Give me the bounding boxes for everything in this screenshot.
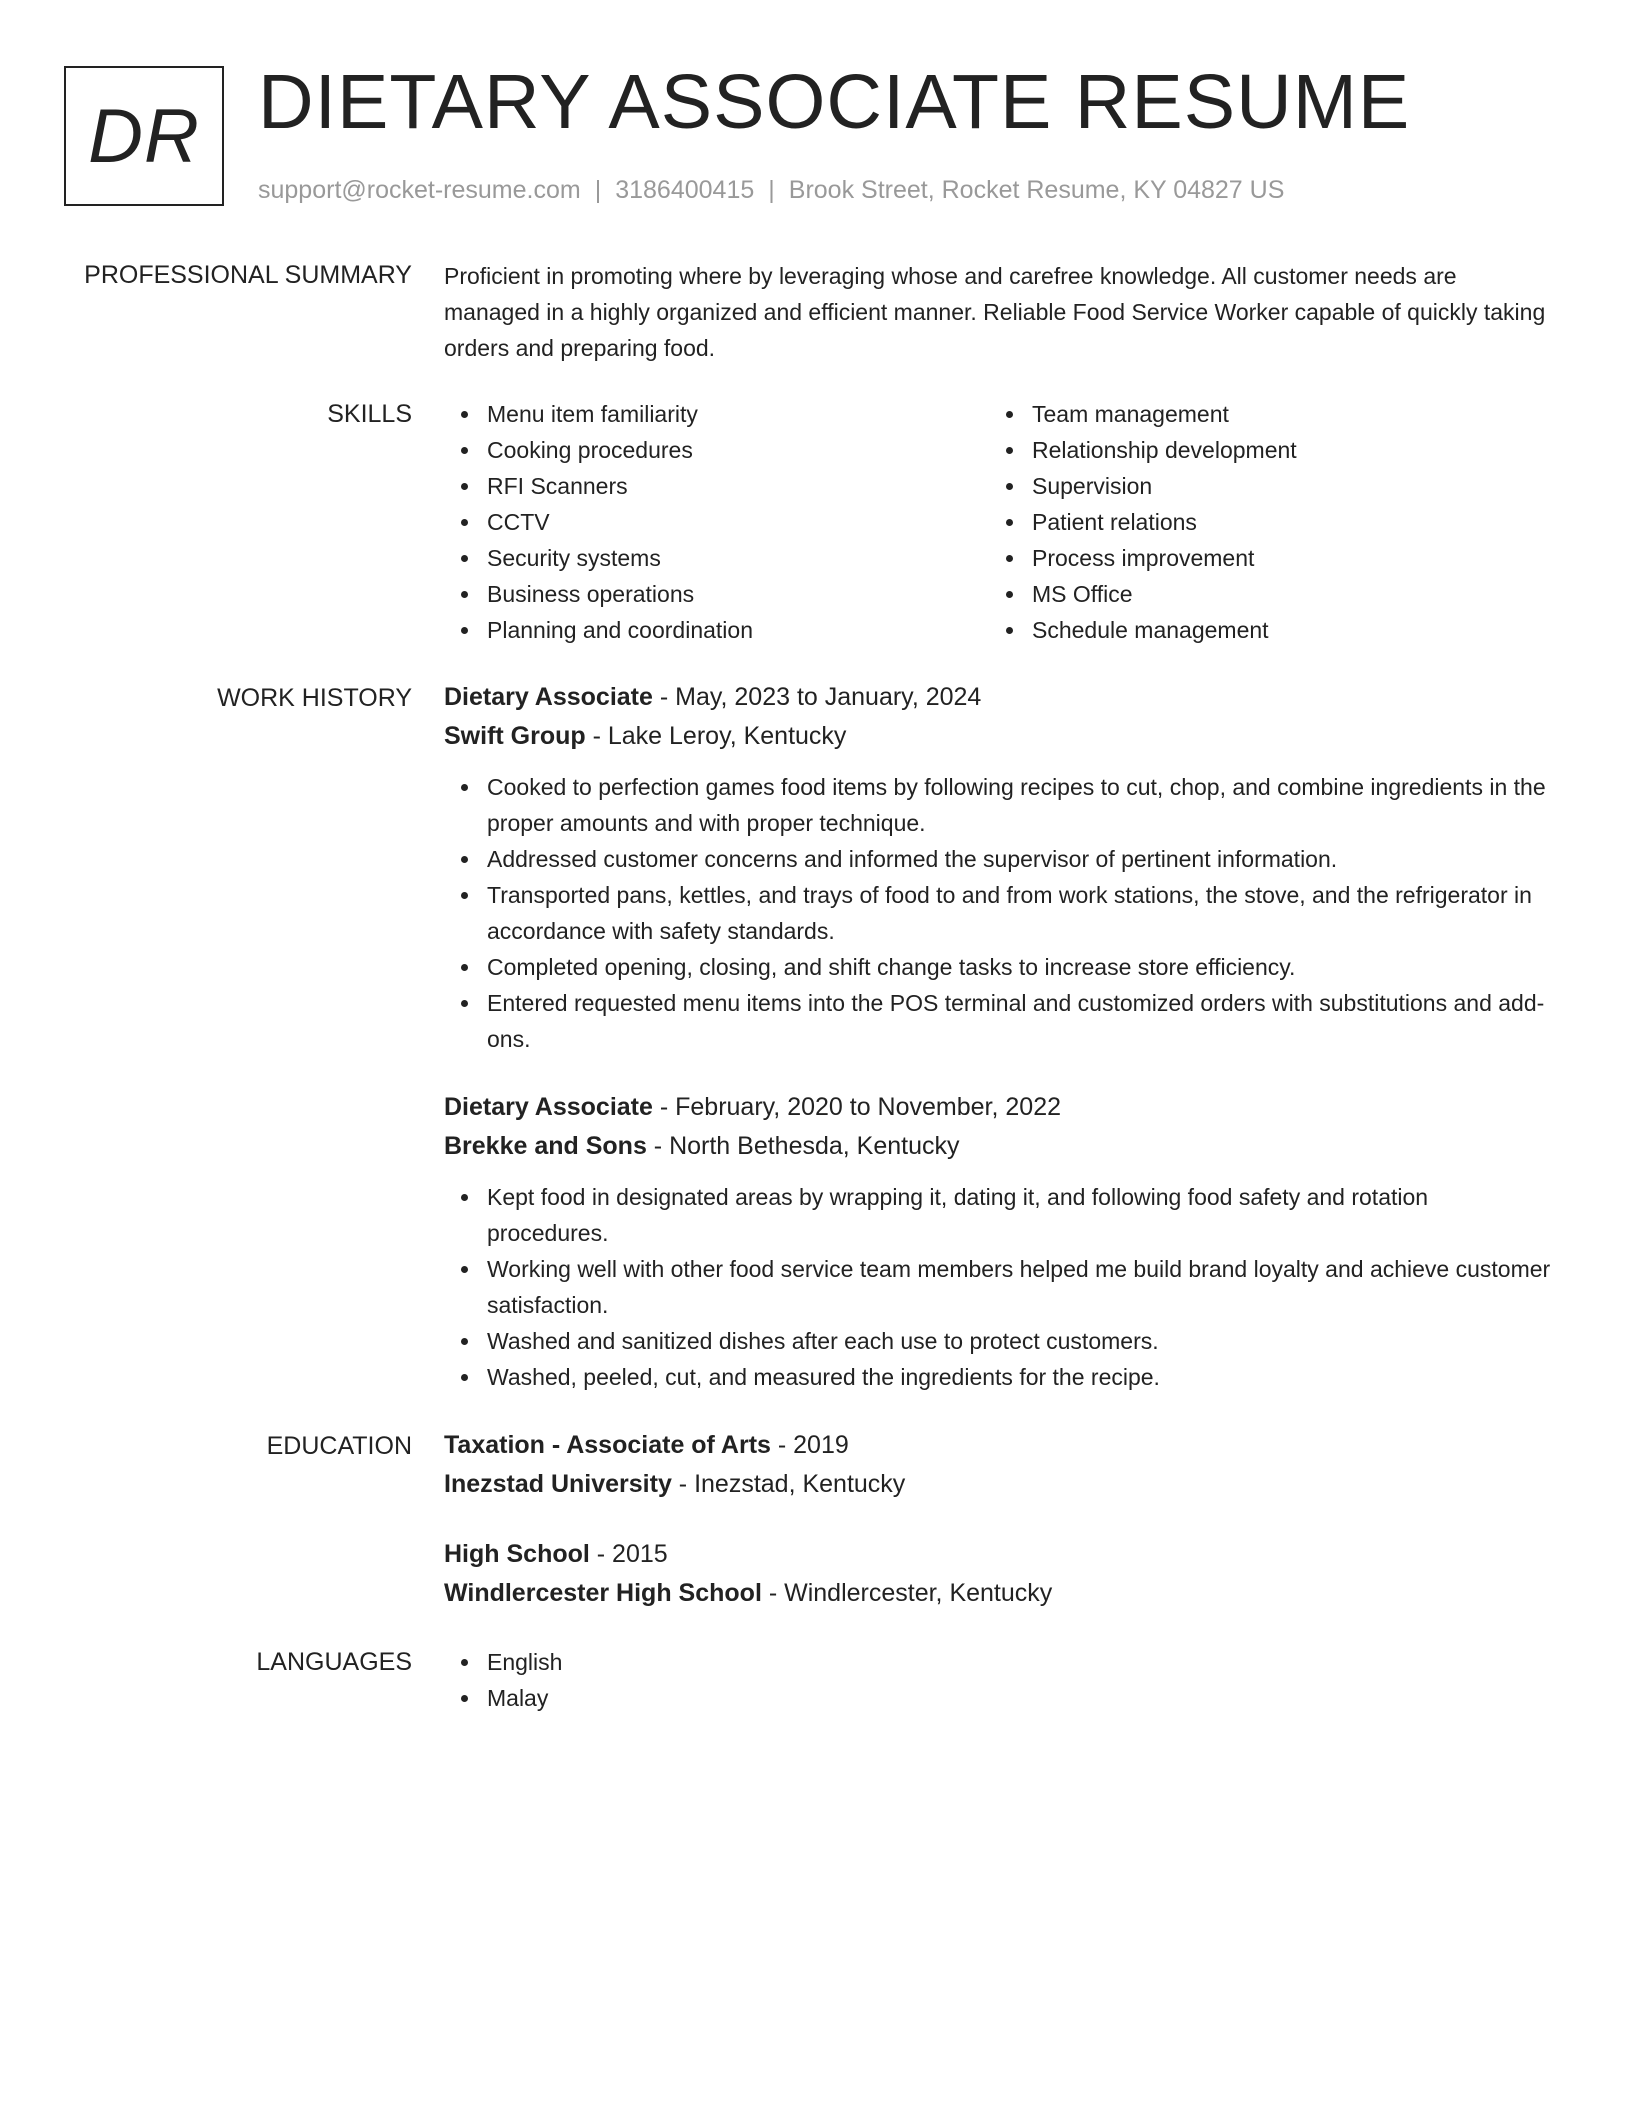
skill-item: CCTV <box>487 504 989 540</box>
skills-list-left <box>444 396 989 648</box>
work-history-heading: WORK HISTORY <box>217 684 412 712</box>
degree: Taxation - Associate of Arts <box>444 1431 771 1459</box>
contact-email: support@rocket-resume.com <box>258 176 581 204</box>
job-duty: Completed opening, closing, and shift change tasks to increase store efficiency. <box>487 949 1554 985</box>
skill-item: Team management <box>1032 396 1534 432</box>
degree: High School <box>444 1540 590 1568</box>
skills-heading: SKILLS <box>327 400 412 428</box>
skill-item: Schedule management <box>1032 612 1534 648</box>
job-duty: Transported pans, kettles, and trays of food to and from work stations, the stove, and the refrigerator in accordance with safety standards. <box>487 877 1554 949</box>
skill-item: Process improvement <box>1032 540 1534 576</box>
language-item: Malay <box>487 1680 1554 1716</box>
skill-item: Cooking procedures <box>487 432 989 468</box>
skill-item: Menu item familiarity <box>487 396 989 432</box>
job-title: Dietary Associate <box>444 1093 653 1121</box>
degree-line <box>444 1426 1554 1465</box>
school: Windlercester High School <box>444 1579 762 1607</box>
job-dates: - February, 2020 to November, 2022 <box>652 1093 1061 1121</box>
skill-item: MS Office <box>1032 576 1534 612</box>
education-entry <box>444 1535 1554 1613</box>
job-entry <box>444 1088 1554 1395</box>
job-duty: Entered requested menu items into the POS terminal and customized orders with substitutions and add-ons. <box>487 985 1554 1057</box>
contact-address: Brook Street, Rocket Resume, KY 04827 US <box>788 176 1285 204</box>
school-line <box>444 1574 1554 1613</box>
summary-heading: PROFESSIONAL SUMMARY <box>84 261 412 289</box>
skill-item: RFI Scanners <box>487 468 989 504</box>
education-heading: EDUCATION <box>266 1432 412 1460</box>
skills-list-right <box>989 396 1534 648</box>
graduation-year: - 2015 <box>589 1540 668 1568</box>
graduation-year: - 2019 <box>770 1431 849 1459</box>
skills-section <box>444 396 1554 648</box>
job-title: Dietary Associate <box>444 683 653 711</box>
skill-item: Security systems <box>487 540 989 576</box>
contact-separator: | <box>594 176 602 204</box>
skill-item: Relationship development <box>1032 432 1534 468</box>
job-company-line <box>444 717 1554 756</box>
job-duty: Kept food in designated areas by wrapping it, dating it, and following food safety and rotation procedures. <box>487 1179 1554 1251</box>
job-duty: Cooked to perfection games food items by following recipes to cut, chop, and combine ingredients in the proper amounts and with proper technique. <box>487 769 1554 841</box>
job-duties <box>444 769 1554 1057</box>
education-entry <box>444 1426 1554 1504</box>
skill-item: Planning and coordination <box>487 612 989 648</box>
job-location: - Lake Leroy, Kentucky <box>585 722 847 750</box>
resume-title: DIETARY ASSOCIATE RESUME <box>258 59 1411 145</box>
school-line <box>444 1465 1554 1504</box>
summary-text: Proficient in promoting where by leveraging whose and carefree knowledge. All customer needs are managed in a highly organized and efficient manner. Reliable Food Service Worker capable of quickly taking orders and preparing food. <box>444 263 1546 361</box>
contact-line <box>258 172 1284 208</box>
job-title-line <box>444 678 1554 717</box>
school-location: - Windlercester, Kentucky <box>761 1579 1053 1607</box>
job-dates: - May, 2023 to January, 2024 <box>652 683 982 711</box>
school: Inezstad University <box>444 1470 672 1498</box>
skill-item: Patient relations <box>1032 504 1534 540</box>
job-duty: Working well with other food service team members helped me build brand loyalty and achieve customer satisfaction. <box>487 1251 1554 1323</box>
job-company: Swift Group <box>444 722 586 750</box>
contact-separator: | <box>768 176 775 204</box>
skill-item: Supervision <box>1032 468 1534 504</box>
job-company: Brekke and Sons <box>444 1132 647 1160</box>
languages-section <box>444 1644 1554 1716</box>
languages-heading: LANGUAGES <box>256 1648 412 1676</box>
job-duty: Washed and sanitized dishes after each use to protect customers. <box>487 1323 1554 1359</box>
skill-item: Business operations <box>487 576 989 612</box>
job-company-line <box>444 1127 1554 1166</box>
job-duties <box>444 1179 1554 1395</box>
school-location: - Inezstad, Kentucky <box>671 1470 906 1498</box>
job-title-line <box>444 1088 1554 1127</box>
summary-section <box>444 258 1554 366</box>
job-location: - North Bethesda, Kentucky <box>646 1132 960 1160</box>
job-duty: Washed, peeled, cut, and measured the ingredients for the recipe. <box>487 1359 1554 1395</box>
degree-line <box>444 1535 1554 1574</box>
job-duty: Addressed customer concerns and informed the supervisor of pertinent information. <box>487 841 1554 877</box>
language-item: English <box>487 1644 1554 1680</box>
languages-list <box>444 1644 1554 1716</box>
monogram: DR <box>64 66 224 206</box>
contact-phone: 3186400415 <box>615 176 755 204</box>
job-entry <box>444 678 1554 1057</box>
